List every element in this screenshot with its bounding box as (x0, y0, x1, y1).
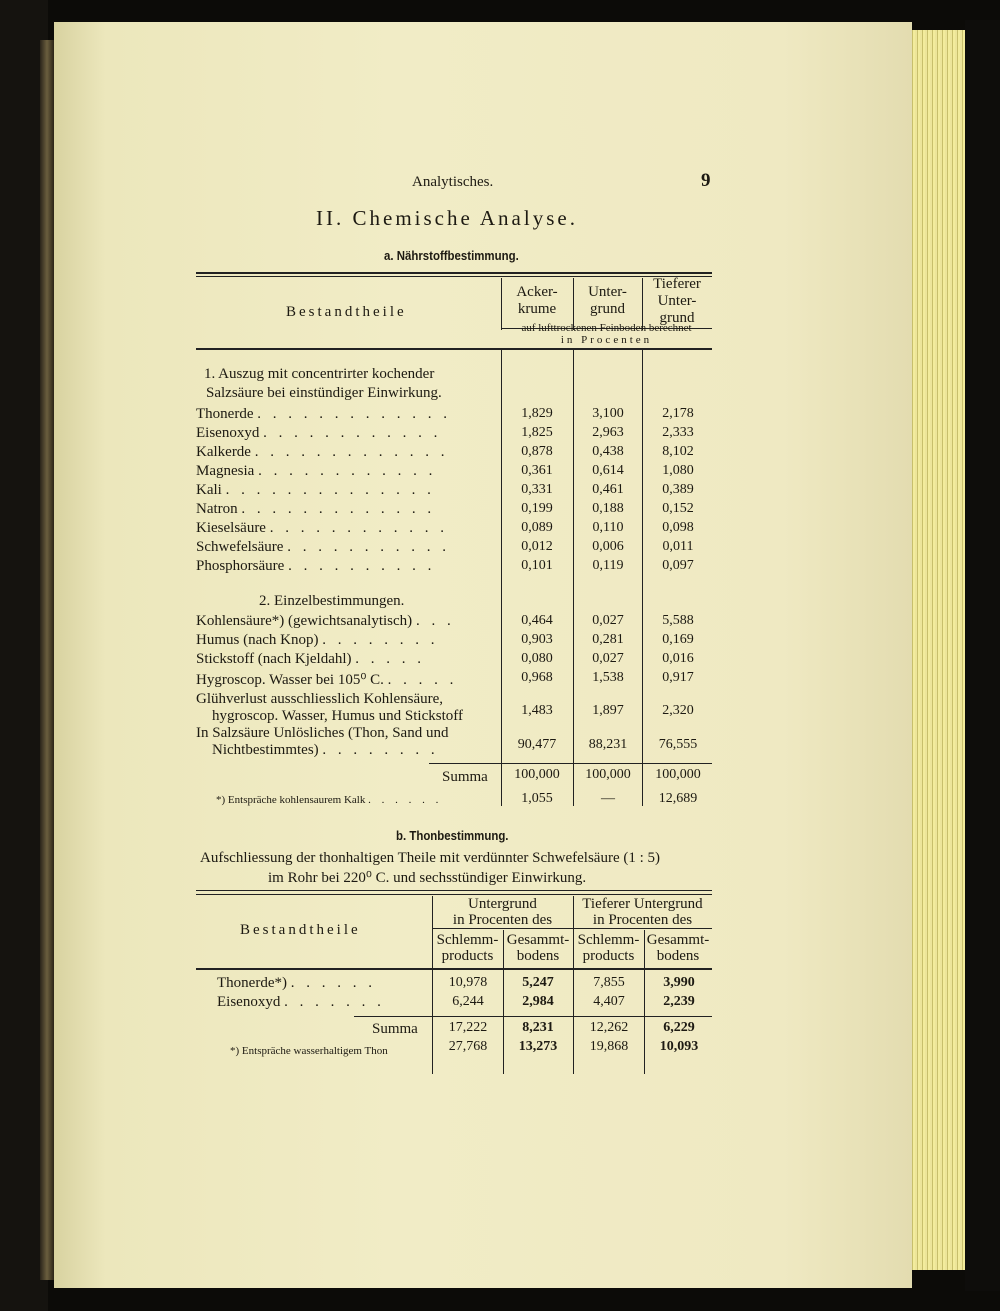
table-a-row-value-1: 0,878 (521, 444, 553, 459)
gluehverlust-line2: hygroscop. Wasser, Humus und Stickstoff (212, 708, 463, 724)
table-b-header-sub2: Gesammt- bodens (506, 932, 570, 964)
table-b-header-sub1: Schlemm- products (436, 932, 499, 964)
page-number: 9 (701, 170, 711, 191)
table-a-row-value-2: 0,006 (592, 539, 624, 554)
table-a-basis-line2: in Procenten (560, 334, 653, 346)
table-b-row-label: Eisenoxyd . . . . . . . (217, 994, 385, 1010)
table-a-row-label: Eisenoxyd . . . . . . . . . . . . (196, 425, 442, 441)
table-b-row-value-1: 6,244 (452, 994, 484, 1009)
table-b-header-sub3: Schlemm- products (577, 932, 640, 964)
page-edges (905, 30, 967, 1270)
table-b-footnote-value-4: 10,093 (659, 1039, 699, 1054)
table-a-row-value-1: 0,199 (521, 501, 553, 516)
table-b-header-sub4: Gesammt- bodens (646, 932, 710, 964)
table-b-header-group1: Untergrund in Procenten des (452, 896, 553, 928)
table-b-footnote-value-2: 13,273 (518, 1039, 558, 1054)
table-a-row2-label: Stickstoff (nach Kjeldahl) . . . . . (196, 651, 426, 667)
table-a-row2-value-2: 1,538 (592, 670, 624, 685)
table-a-row-value-2: 0,461 (592, 482, 624, 497)
group2-heading: 2. Einzelbestimmungen. (259, 593, 405, 609)
table-a-row-value-3: 1,080 (662, 463, 694, 478)
table-a-row2-value-3: 5,588 (662, 613, 694, 628)
table-a-row-value-2: 0,188 (592, 501, 624, 516)
table-a-row2-label: Humus (nach Knop) . . . . . . . . (196, 632, 439, 648)
table-a-row-value-2: 3,100 (592, 406, 624, 421)
gluehverlust-value-3: 2,320 (662, 703, 694, 718)
table-a-header-bestandtheile: Bestandtheile (286, 304, 407, 320)
table-b-row-value-4: 2,239 (663, 994, 695, 1009)
table-a-row-value-1: 1,825 (521, 425, 553, 440)
table-a-footnote-2: — (601, 791, 615, 806)
table-a-row2-label: Hygroscop. Wasser bei 105⁰ C. . . . . . (196, 672, 458, 688)
table-a-row2-label: Kohlensäure*) (gewichtsanalytisch) . . . (196, 613, 455, 629)
table-a-row-value-1: 0,089 (521, 520, 553, 535)
table-a-row-value-1: 0,101 (521, 558, 553, 573)
table-b-row-value-1: 10,978 (448, 975, 488, 990)
table-a-row-label: Natron . . . . . . . . . . . . . (196, 501, 436, 517)
table-b-intro-line1: Aufschliessung der thonhaltigen Theile mit verdünnter Schwefelsäure (1 : 5) (200, 850, 661, 866)
table-a-basis-line1: auf lufttrockenen Feinboden berechnet (521, 322, 692, 334)
table-a-row2-value-2: 0,027 (592, 613, 624, 628)
table-a-header-col1: Acker- krume (516, 284, 558, 317)
table-a-row-label: Kalkerde . . . . . . . . . . . . . (196, 444, 449, 460)
table-a-row2-value-1: 0,080 (521, 651, 553, 666)
table-a-row-value-1: 0,361 (521, 463, 553, 478)
table-a-row-label: Kieselsäure . . . . . . . . . . . . (196, 520, 448, 536)
table-a-footnote: *) Entspräche kohlensaurem Kalk . . . . . . (216, 794, 443, 806)
table-a-row-value-3: 8,102 (662, 444, 694, 459)
table-a-row-value-2: 0,119 (592, 558, 624, 573)
table-a-row-label: Schwefelsäure . . . . . . . . . . . (196, 539, 450, 555)
table-a-row-value-1: 1,829 (521, 406, 553, 421)
unloesliches-value-3: 76,555 (658, 737, 698, 752)
table-a-footnote-1: 1,055 (521, 791, 553, 806)
table-b-footnote-value-3: 19,868 (589, 1039, 629, 1054)
table-a-row2-value-3: 0,917 (662, 670, 694, 685)
table-a-header-col3: Tieferer Unter- grund (653, 276, 701, 326)
table-a-summa-2: 100,000 (585, 767, 631, 782)
table-b-summa-value-1: 17,222 (448, 1020, 488, 1035)
table-a-row2-value-1: 0,464 (521, 613, 553, 628)
table-a-row-value-3: 0,389 (662, 482, 694, 497)
unloesliches-value-2: 88,231 (588, 737, 628, 752)
table-a-summa-1: 100,000 (514, 767, 560, 782)
table-b-row-value-3: 4,407 (593, 994, 625, 1009)
table-a-row-value-2: 0,614 (592, 463, 624, 478)
table-b-row-label: Thonerde*) . . . . . . (217, 975, 376, 991)
table-b-summa-value-4: 6,229 (663, 1020, 695, 1035)
table-b-footnote: *) Entspräche wasserhaltigem Thon (230, 1045, 388, 1057)
table-b-header-bestandtheile: Bestandtheile (240, 922, 361, 938)
unloesliches-line2: Nichtbestimmtes) . . . . . . . . (212, 742, 439, 758)
background-right (965, 20, 1000, 1291)
table-a-row2-value-3: 0,016 (662, 651, 694, 666)
table-a-row-value-3: 0,152 (662, 501, 694, 516)
table-a-row-label: Magnesia . . . . . . . . . . . . (196, 463, 437, 479)
table-a-row-value-3: 0,097 (662, 558, 694, 573)
table-b-summa-label: Summa (372, 1021, 418, 1037)
table-a-row2-value-3: 0,169 (662, 632, 694, 647)
book-spine-edge (40, 40, 54, 1280)
table-a-row-label: Thonerde . . . . . . . . . . . . . (196, 406, 451, 422)
table-a-summa-label: Summa (442, 769, 488, 785)
table-a-summa-3: 100,000 (655, 767, 701, 782)
running-title: Analytisches. (412, 174, 494, 190)
table-a-row-value-3: 2,178 (662, 406, 694, 421)
table-b-header-group2: Tieferer Untergrund in Procenten des (582, 896, 703, 928)
table-a-row2-value-1: 0,968 (521, 670, 553, 685)
table-b-footnote-value-1: 27,768 (448, 1039, 488, 1054)
table-b-row-value-2: 2,984 (522, 994, 554, 1009)
group1-heading-line1: 1. Auszug mit concentrirter kochender (204, 366, 435, 382)
table-a-row-value-1: 0,331 (521, 482, 553, 497)
table-b-row-value-3: 7,855 (593, 975, 625, 990)
table-a-row2-value-2: 0,281 (592, 632, 624, 647)
table-b-summa-value-3: 12,262 (589, 1020, 629, 1035)
table-b-summa-value-2: 8,231 (522, 1020, 554, 1035)
unloesliches-line1: In Salzsäure Unlösliches (Thon, Sand und (196, 725, 449, 741)
table-a-row2-value-2: 0,027 (592, 651, 624, 666)
table-b-subtitle: b. Thonbestimmung. (396, 828, 509, 843)
table-a-row-value-1: 0,012 (521, 539, 553, 554)
gluehverlust-line1: Glühverlust ausschliesslich Kohlensäure, (196, 691, 444, 707)
gluehverlust-value-2: 1,897 (592, 703, 624, 718)
group1-heading-line2: Salzsäure bei einstündiger Einwirkung. (206, 385, 442, 401)
table-a-row-label: Kali . . . . . . . . . . . . . . (196, 482, 435, 498)
table-b-row-value-4: 3,990 (663, 975, 695, 990)
unloesliches-value-1: 90,477 (517, 737, 557, 752)
table-a-subtitle: a. Nährstoffbestimmung. (384, 248, 519, 263)
table-a-row-value-3: 0,011 (662, 539, 694, 554)
table-a-header-col2: Unter- grund (588, 284, 627, 317)
table-a-row-value-3: 0,098 (662, 520, 694, 535)
table-a-row-label: Phosphorsäure . . . . . . . . . . (196, 558, 436, 574)
table-a-row2-value-1: 0,903 (521, 632, 553, 647)
book-page (54, 22, 912, 1288)
table-a-row-value-2: 2,963 (592, 425, 624, 440)
table-a-row-value-3: 2,333 (662, 425, 694, 440)
table-a-row-value-2: 0,438 (592, 444, 624, 459)
table-a-row-value-2: 0,110 (592, 520, 624, 535)
section-title: II. Chemische Analyse. (316, 206, 578, 230)
gluehverlust-value-1: 1,483 (521, 703, 553, 718)
table-b-intro-line2: im Rohr bei 220⁰ C. und sechsstündiger Einwirkung. (268, 870, 587, 886)
table-a-footnote-3: 12,689 (658, 791, 698, 806)
table-b-row-value-2: 5,247 (522, 975, 554, 990)
